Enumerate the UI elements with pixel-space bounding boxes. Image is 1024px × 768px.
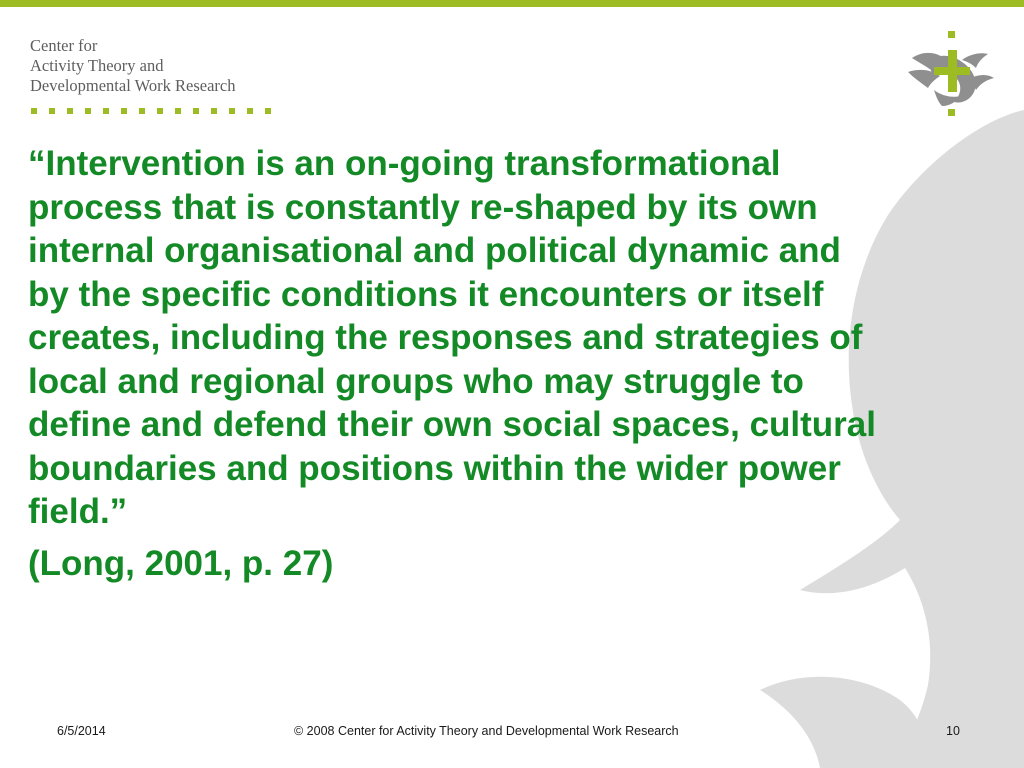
decorative-dot bbox=[247, 108, 253, 114]
decorative-dot bbox=[157, 108, 163, 114]
decorative-dot bbox=[85, 108, 91, 114]
intervention-quote: “Intervention is an on-going transformational process that is constantly re-shaped by its own internal organisational and political dynamic and by the specific conditions it encounters or itself creates, including the responses and strategies of local and regional groups who may struggle to define and defend their own social spaces, cultural boundaries and positions within the wider power field.” bbox=[28, 144, 876, 531]
slide-number: 10 bbox=[946, 724, 960, 738]
org-name-line-2: Activity Theory and bbox=[30, 56, 164, 75]
decorative-dot bbox=[103, 108, 109, 114]
university-of-helsinki-flame-logo-icon bbox=[904, 30, 996, 118]
decorative-dot bbox=[229, 108, 235, 114]
org-name-line-3: Developmental Work Research bbox=[30, 76, 236, 95]
decorative-dot bbox=[211, 108, 217, 114]
decorative-dot bbox=[49, 108, 55, 114]
decorative-dot bbox=[139, 108, 145, 114]
decorative-dot bbox=[121, 108, 127, 114]
decorative-dot bbox=[175, 108, 181, 114]
quote-citation: (Long, 2001, p. 27) bbox=[28, 543, 334, 583]
org-name-line-1: Center for bbox=[30, 36, 98, 55]
decorative-dot bbox=[193, 108, 199, 114]
decorative-dot-row bbox=[31, 108, 283, 116]
decorative-dot bbox=[31, 108, 37, 114]
quote-content bbox=[28, 142, 1003, 585]
footer-copyright: © 2008 Center for Activity Theory and Developmental Work Research bbox=[294, 724, 679, 738]
footer-date: 6/5/2014 bbox=[57, 724, 106, 738]
decorative-dot bbox=[67, 108, 73, 114]
decorative-dot bbox=[265, 108, 271, 114]
organization-name bbox=[30, 36, 350, 96]
